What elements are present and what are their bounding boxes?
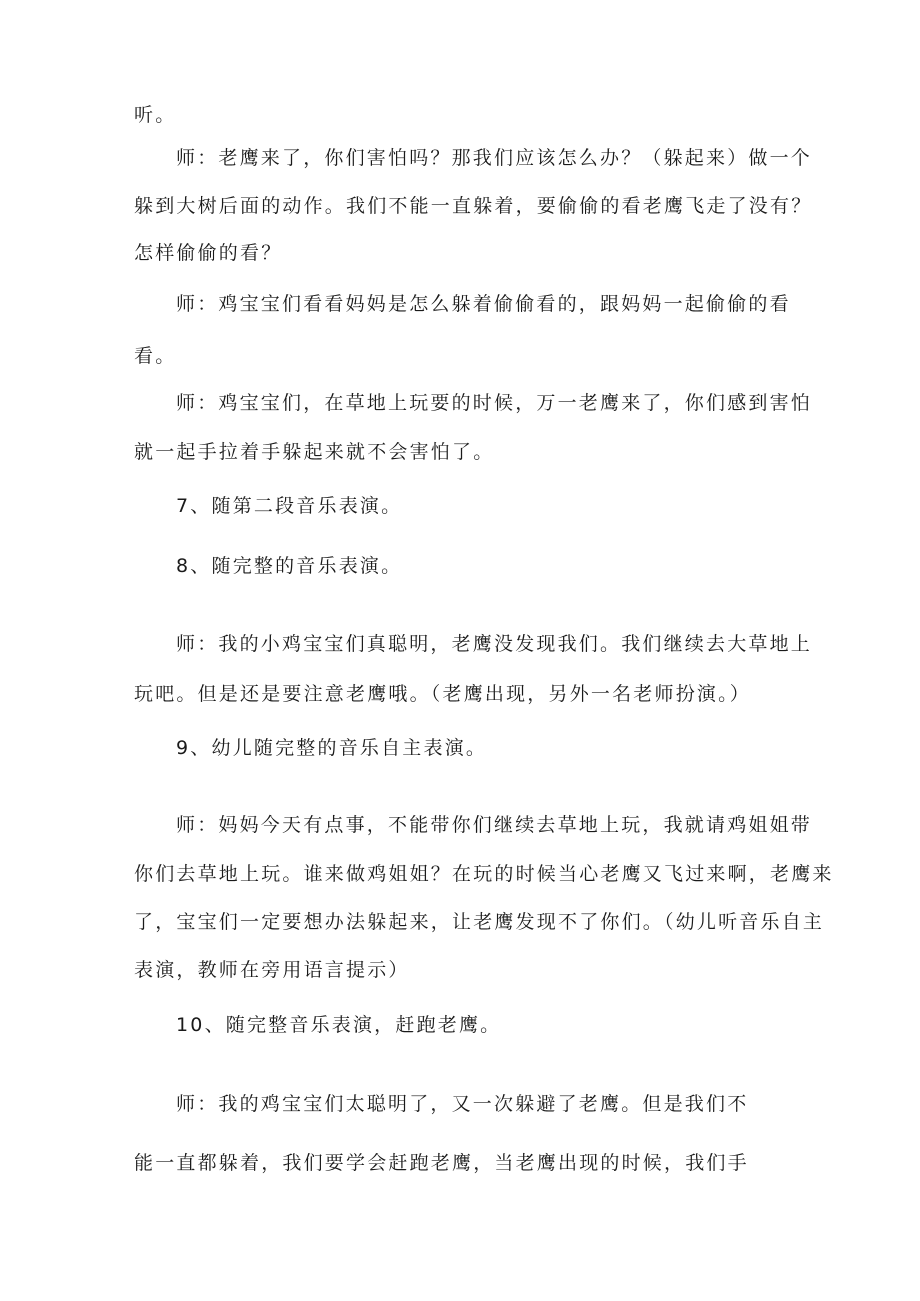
text-line: 9、幼儿随完整的音乐自主表演。 [176, 737, 488, 759]
text-line: 看。 [134, 345, 177, 367]
text-line: 10、随完整音乐表演，赶跑老鹰。 [176, 1014, 502, 1036]
text-line: 表演，教师在旁用语言提示） [134, 959, 410, 981]
text-line: 8、随完整的音乐表演。 [176, 555, 403, 577]
text-line: 听。 [134, 104, 177, 126]
text-line: 怎样偷偷的看？ [134, 242, 283, 264]
text-line: 7、随第二段音乐表演。 [176, 495, 403, 517]
text-line: 你们去草地上玩。谁来做鸡姐姐？在玩的时候当心老鹰又飞过来啊，老鹰来 [134, 863, 834, 885]
text-line: 师：我的小鸡宝宝们真聪明，老鹰没发现我们。我们继续去大草地上 [176, 633, 813, 655]
text-line: 师：鸡宝宝们，在草地上玩要的时候，万一老鹰来了，你们感到害怕 [176, 392, 813, 414]
text-line: 躲到大树后面的动作。我们不能一直躲着，要偷偷的看老鹰飞走了没有？ [134, 195, 813, 217]
text-line: 了，宝宝们一定要想办法躲起来，让老鹰发现不了你们。（幼儿听音乐自主 [134, 911, 825, 933]
text-line: 能一直都躲着，我们要学会赶跑老鹰，当老鹰出现的时候，我们手 [134, 1152, 749, 1174]
text-line: 师：鸡宝宝们看看妈妈是怎么躲着偷偷看的，跟妈妈一起偷偷的看 [176, 293, 791, 315]
text-line: 玩吧。但是还是要注意老鹰哦。（老鹰出现，另外一名老师扮演。） [134, 683, 752, 705]
text-line: 就一起手拉着手躲起来就不会害怕了。 [134, 441, 495, 463]
text-line: 师：老鹰来了，你们害怕吗？那我们应该怎么办？（躲起来）做一个 [176, 147, 813, 169]
text-line: 师：我的鸡宝宝们太聪明了，又一次躲避了老鹰。但是我们不 [176, 1093, 749, 1115]
text-line: 师：妈妈今天有点事，不能带你们继续去草地上玩，我就请鸡姐姐带 [176, 814, 813, 836]
